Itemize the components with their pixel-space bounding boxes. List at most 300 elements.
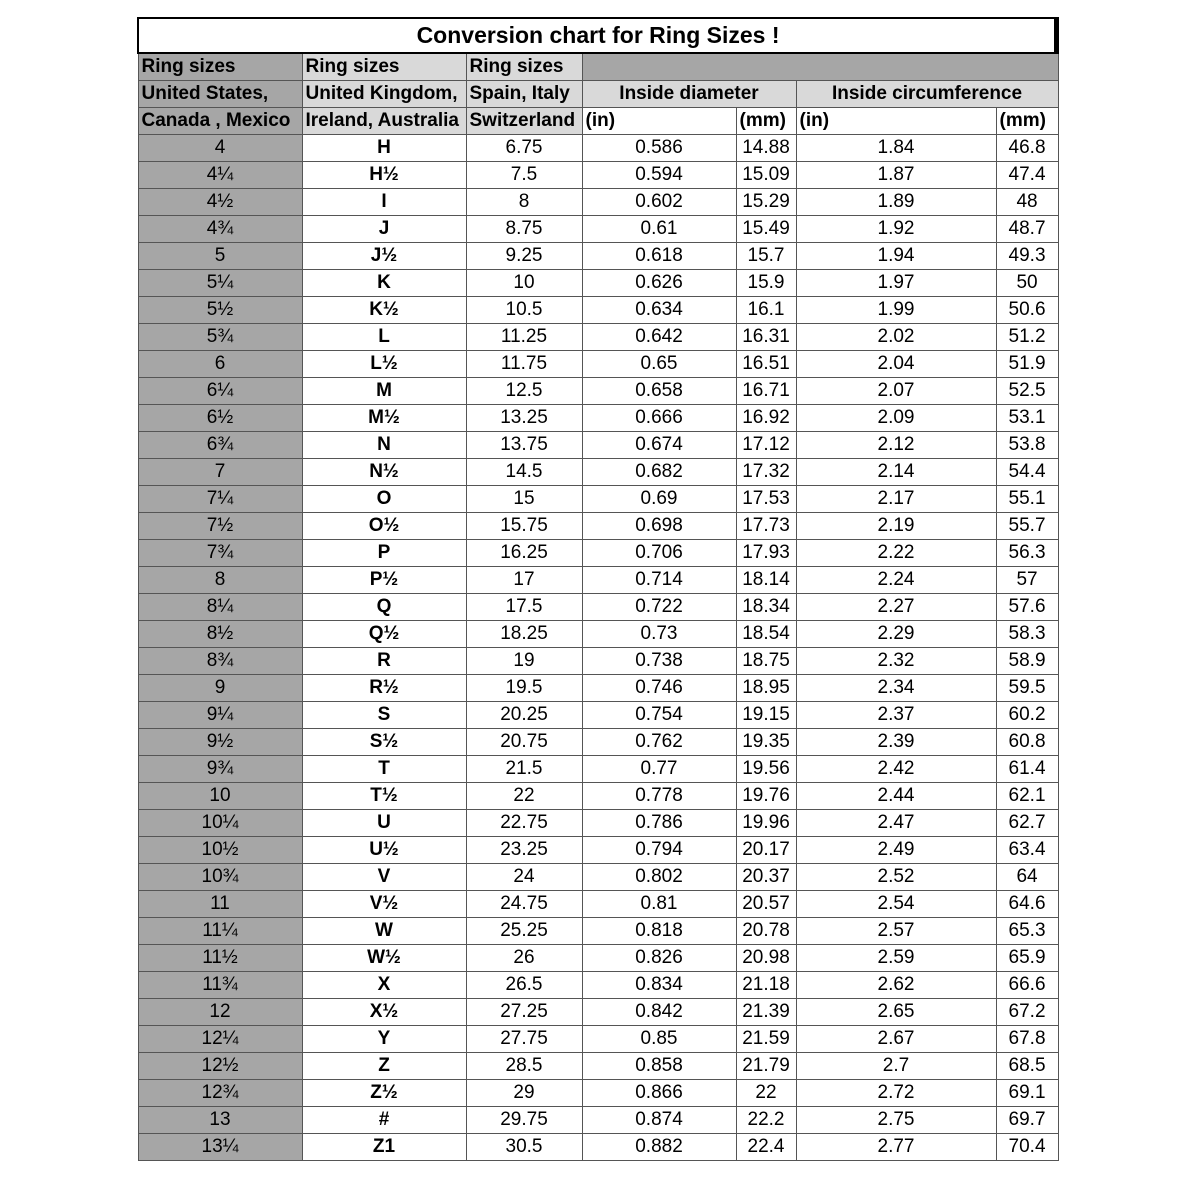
us-size-cell: 4¾ xyxy=(138,216,302,243)
circumference-in-cell: 2.32 xyxy=(796,648,996,675)
us-size-cell: 6½ xyxy=(138,405,302,432)
diameter-in-cell: 0.674 xyxy=(582,432,736,459)
circumference-in-cell: 1.87 xyxy=(796,162,996,189)
circumference-in-cell: 2.12 xyxy=(796,432,996,459)
us-size-cell: 5½ xyxy=(138,297,302,324)
diameter-mm-cell: 21.18 xyxy=(736,972,796,999)
eu-size-cell: 30.5 xyxy=(466,1134,582,1161)
eu-size-cell: 15.75 xyxy=(466,513,582,540)
uk-size-cell: Q xyxy=(302,594,466,621)
us-size-cell: 10 xyxy=(138,783,302,810)
circumference-in-cell: 2.04 xyxy=(796,351,996,378)
diameter-mm-cell: 18.34 xyxy=(736,594,796,621)
diameter-mm-cell: 18.14 xyxy=(736,567,796,594)
diameter-in-cell: 0.722 xyxy=(582,594,736,621)
circumference-mm-cell: 62.1 xyxy=(996,783,1058,810)
circumference-mm-cell: 46.8 xyxy=(996,135,1058,162)
diameter-in-cell: 0.714 xyxy=(582,567,736,594)
diameter-mm-cell: 22 xyxy=(736,1080,796,1107)
circumference-mm-cell: 62.7 xyxy=(996,810,1058,837)
circumference-mm-cell: 65.3 xyxy=(996,918,1058,945)
diameter-in-cell: 0.682 xyxy=(582,459,736,486)
table-row xyxy=(138,189,1058,216)
circumference-mm-cell: 60.8 xyxy=(996,729,1058,756)
diameter-in-cell: 0.794 xyxy=(582,837,736,864)
table-row xyxy=(138,594,1058,621)
table-row xyxy=(138,243,1058,270)
diameter-mm-cell: 18.95 xyxy=(736,675,796,702)
diameter-in-cell: 0.818 xyxy=(582,918,736,945)
circumference-mm-cell: 54.4 xyxy=(996,459,1058,486)
circumference-in-cell: 2.7 xyxy=(796,1053,996,1080)
us-size-cell: 7 xyxy=(138,459,302,486)
diameter-mm-cell: 19.76 xyxy=(736,783,796,810)
circumference-in-cell: 1.94 xyxy=(796,243,996,270)
eu-size-cell: 20.75 xyxy=(466,729,582,756)
diameter-mm-cell: 19.35 xyxy=(736,729,796,756)
diameter-in-cell: 0.85 xyxy=(582,1026,736,1053)
diameter-in-cell: 0.858 xyxy=(582,1053,736,1080)
eu-size-cell: 14.5 xyxy=(466,459,582,486)
uk-size-cell: H xyxy=(302,135,466,162)
uk-header-line-2: United Kingdom, xyxy=(302,81,466,108)
uk-size-cell: O xyxy=(302,486,466,513)
circumference-in-cell: 1.89 xyxy=(796,189,996,216)
title-right-border xyxy=(1054,17,1057,52)
eu-size-cell: 13.25 xyxy=(466,405,582,432)
table-row xyxy=(138,783,1058,810)
us-header-line-1: Ring sizes xyxy=(138,53,302,81)
circumference-mm-cell: 49.3 xyxy=(996,243,1058,270)
us-size-cell: 8 xyxy=(138,567,302,594)
uk-size-cell: V xyxy=(302,864,466,891)
table-row xyxy=(138,621,1058,648)
diameter-mm-cell: 17.12 xyxy=(736,432,796,459)
table-row xyxy=(138,162,1058,189)
us-header-line-3: Canada , Mexico xyxy=(138,108,302,135)
circumference-mm-unit: (mm) xyxy=(996,108,1058,135)
us-size-cell: 7¼ xyxy=(138,486,302,513)
table-row xyxy=(138,540,1058,567)
ring-size-chart xyxy=(137,17,1057,1161)
circumference-in-cell: 2.67 xyxy=(796,1026,996,1053)
us-size-cell: 9½ xyxy=(138,729,302,756)
diameter-in-cell: 0.698 xyxy=(582,513,736,540)
diameter-in-cell: 0.618 xyxy=(582,243,736,270)
diameter-mm-cell: 18.75 xyxy=(736,648,796,675)
table-row xyxy=(138,297,1058,324)
circumference-in-cell: 1.84 xyxy=(796,135,996,162)
circumference-mm-cell: 66.6 xyxy=(996,972,1058,999)
circumference-mm-cell: 64.6 xyxy=(996,891,1058,918)
uk-size-cell: P xyxy=(302,540,466,567)
table-row xyxy=(138,459,1058,486)
diameter-in-cell: 0.738 xyxy=(582,648,736,675)
diameter-in-cell: 0.586 xyxy=(582,135,736,162)
uk-size-cell: I xyxy=(302,189,466,216)
diameter-in-cell: 0.642 xyxy=(582,324,736,351)
diameter-in-cell: 0.874 xyxy=(582,1107,736,1134)
circumference-mm-cell: 48 xyxy=(996,189,1058,216)
eu-header-line-2: Spain, Italy xyxy=(466,81,582,108)
diameter-mm-cell: 21.79 xyxy=(736,1053,796,1080)
circumference-mm-cell: 52.5 xyxy=(996,378,1058,405)
table-row xyxy=(138,1107,1058,1134)
circumference-in-cell: 2.77 xyxy=(796,1134,996,1161)
us-size-cell: 5¾ xyxy=(138,324,302,351)
uk-size-cell: Q½ xyxy=(302,621,466,648)
diameter-mm-cell: 14.88 xyxy=(736,135,796,162)
uk-size-cell: W xyxy=(302,918,466,945)
diameter-mm-cell: 17.32 xyxy=(736,459,796,486)
diameter-mm-cell: 20.98 xyxy=(736,945,796,972)
table-row xyxy=(138,891,1058,918)
uk-size-cell: Y xyxy=(302,1026,466,1053)
inside-circumference-header: Inside circumference xyxy=(796,81,1058,108)
circumference-in-cell: 2.02 xyxy=(796,324,996,351)
uk-size-cell: S xyxy=(302,702,466,729)
eu-size-cell: 18.25 xyxy=(466,621,582,648)
diameter-in-cell: 0.658 xyxy=(582,378,736,405)
diameter-mm-cell: 20.37 xyxy=(736,864,796,891)
diameter-in-cell: 0.706 xyxy=(582,540,736,567)
us-size-cell: 12 xyxy=(138,999,302,1026)
circumference-in-cell: 2.37 xyxy=(796,702,996,729)
table-row xyxy=(138,486,1058,513)
us-size-cell: 11 xyxy=(138,891,302,918)
us-size-cell: 12¾ xyxy=(138,1080,302,1107)
table-row xyxy=(138,864,1058,891)
circumference-in-cell: 2.54 xyxy=(796,891,996,918)
table-row xyxy=(138,702,1058,729)
diameter-in-cell: 0.65 xyxy=(582,351,736,378)
table-row xyxy=(138,1134,1058,1161)
diameter-in-cell: 0.81 xyxy=(582,891,736,918)
circumference-in-cell: 2.17 xyxy=(796,486,996,513)
circumference-in-cell: 1.97 xyxy=(796,270,996,297)
diameter-in-cell: 0.666 xyxy=(582,405,736,432)
diameter-in-unit: (in) xyxy=(582,108,736,135)
diameter-in-cell: 0.61 xyxy=(582,216,736,243)
uk-size-cell: K½ xyxy=(302,297,466,324)
uk-size-cell: H½ xyxy=(302,162,466,189)
us-size-cell: 11½ xyxy=(138,945,302,972)
circumference-in-cell: 2.52 xyxy=(796,864,996,891)
us-size-cell: 11¾ xyxy=(138,972,302,999)
diameter-mm-unit: (mm) xyxy=(736,108,796,135)
eu-size-cell: 8.75 xyxy=(466,216,582,243)
eu-size-cell: 8 xyxy=(466,189,582,216)
eu-size-cell: 7.5 xyxy=(466,162,582,189)
diameter-in-cell: 0.746 xyxy=(582,675,736,702)
conversion-table xyxy=(137,17,1059,1161)
diameter-mm-cell: 19.15 xyxy=(736,702,796,729)
circumference-mm-cell: 51.9 xyxy=(996,351,1058,378)
eu-size-cell: 19.5 xyxy=(466,675,582,702)
us-size-cell: 9 xyxy=(138,675,302,702)
diameter-mm-cell: 15.49 xyxy=(736,216,796,243)
circumference-mm-cell: 61.4 xyxy=(996,756,1058,783)
table-row xyxy=(138,216,1058,243)
us-size-cell: 12¼ xyxy=(138,1026,302,1053)
uk-size-cell: X½ xyxy=(302,999,466,1026)
diameter-mm-cell: 16.71 xyxy=(736,378,796,405)
diameter-in-cell: 0.634 xyxy=(582,297,736,324)
diameter-mm-cell: 17.93 xyxy=(736,540,796,567)
diameter-mm-cell: 15.29 xyxy=(736,189,796,216)
table-row xyxy=(138,837,1058,864)
diameter-in-cell: 0.842 xyxy=(582,999,736,1026)
circumference-mm-cell: 65.9 xyxy=(996,945,1058,972)
diameter-mm-cell: 16.1 xyxy=(736,297,796,324)
table-row xyxy=(138,1053,1058,1080)
eu-size-cell: 24.75 xyxy=(466,891,582,918)
circumference-mm-cell: 67.8 xyxy=(996,1026,1058,1053)
diameter-mm-cell: 15.09 xyxy=(736,162,796,189)
inside-diameter-header: Inside diameter xyxy=(582,81,796,108)
eu-size-cell: 11.25 xyxy=(466,324,582,351)
table-row xyxy=(138,972,1058,999)
uk-size-cell: R xyxy=(302,648,466,675)
table-row xyxy=(138,1080,1058,1107)
circumference-in-unit: (in) xyxy=(796,108,996,135)
uk-size-cell: W½ xyxy=(302,945,466,972)
circumference-mm-cell: 69.1 xyxy=(996,1080,1058,1107)
eu-size-cell: 24 xyxy=(466,864,582,891)
diameter-in-cell: 0.754 xyxy=(582,702,736,729)
circumference-in-cell: 2.57 xyxy=(796,918,996,945)
uk-header-line-3: Ireland, Australia xyxy=(302,108,466,135)
eu-size-cell: 15 xyxy=(466,486,582,513)
circumference-mm-cell: 69.7 xyxy=(996,1107,1058,1134)
us-size-cell: 8½ xyxy=(138,621,302,648)
diameter-in-cell: 0.802 xyxy=(582,864,736,891)
circumference-in-cell: 2.72 xyxy=(796,1080,996,1107)
eu-size-cell: 23.25 xyxy=(466,837,582,864)
circumference-in-cell: 2.14 xyxy=(796,459,996,486)
circumference-mm-cell: 47.4 xyxy=(996,162,1058,189)
uk-size-cell: U xyxy=(302,810,466,837)
diameter-mm-cell: 17.53 xyxy=(736,486,796,513)
circumference-in-cell: 2.24 xyxy=(796,567,996,594)
table-row xyxy=(138,432,1058,459)
diameter-mm-cell: 20.57 xyxy=(736,891,796,918)
circumference-mm-cell: 58.9 xyxy=(996,648,1058,675)
circumference-mm-cell: 59.5 xyxy=(996,675,1058,702)
diameter-in-cell: 0.834 xyxy=(582,972,736,999)
circumference-in-cell: 2.75 xyxy=(796,1107,996,1134)
table-row xyxy=(138,729,1058,756)
eu-size-cell: 9.25 xyxy=(466,243,582,270)
uk-size-cell: Z½ xyxy=(302,1080,466,1107)
us-size-cell: 7¾ xyxy=(138,540,302,567)
diameter-in-cell: 0.778 xyxy=(582,783,736,810)
eu-size-cell: 10 xyxy=(466,270,582,297)
diameter-in-cell: 0.882 xyxy=(582,1134,736,1161)
circumference-in-cell: 2.49 xyxy=(796,837,996,864)
eu-size-cell: 29.75 xyxy=(466,1107,582,1134)
circumference-in-cell: 2.62 xyxy=(796,972,996,999)
circumference-mm-cell: 55.1 xyxy=(996,486,1058,513)
uk-size-cell: T½ xyxy=(302,783,466,810)
diameter-mm-cell: 22.2 xyxy=(736,1107,796,1134)
circumference-mm-cell: 55.7 xyxy=(996,513,1058,540)
us-size-cell: 6 xyxy=(138,351,302,378)
circumference-mm-cell: 63.4 xyxy=(996,837,1058,864)
us-size-cell: 4¼ xyxy=(138,162,302,189)
table-row xyxy=(138,945,1058,972)
us-header-line-2: United States, xyxy=(138,81,302,108)
uk-size-cell: # xyxy=(302,1107,466,1134)
eu-size-cell: 25.25 xyxy=(466,918,582,945)
us-size-cell: 4½ xyxy=(138,189,302,216)
diameter-mm-cell: 21.59 xyxy=(736,1026,796,1053)
circumference-in-cell: 2.27 xyxy=(796,594,996,621)
us-size-cell: 8¾ xyxy=(138,648,302,675)
diameter-in-cell: 0.786 xyxy=(582,810,736,837)
diameter-in-cell: 0.73 xyxy=(582,621,736,648)
uk-size-cell: J½ xyxy=(302,243,466,270)
circumference-mm-cell: 51.2 xyxy=(996,324,1058,351)
eu-size-cell: 26 xyxy=(466,945,582,972)
circumference-in-cell: 2.47 xyxy=(796,810,996,837)
eu-size-cell: 26.5 xyxy=(466,972,582,999)
uk-size-cell: K xyxy=(302,270,466,297)
eu-header-line-3: Switzerland xyxy=(466,108,582,135)
diameter-in-cell: 0.594 xyxy=(582,162,736,189)
size-rows xyxy=(138,135,1058,1161)
diameter-mm-cell: 22.4 xyxy=(736,1134,796,1161)
circumference-mm-cell: 53.1 xyxy=(996,405,1058,432)
us-size-cell: 8¼ xyxy=(138,594,302,621)
circumference-mm-cell: 48.7 xyxy=(996,216,1058,243)
uk-size-cell: N xyxy=(302,432,466,459)
circumference-mm-cell: 67.2 xyxy=(996,999,1058,1026)
eu-size-cell: 28.5 xyxy=(466,1053,582,1080)
circumference-in-cell: 2.59 xyxy=(796,945,996,972)
diameter-mm-cell: 16.31 xyxy=(736,324,796,351)
table-row xyxy=(138,567,1058,594)
circumference-mm-cell: 50.6 xyxy=(996,297,1058,324)
uk-size-cell: M xyxy=(302,378,466,405)
diameter-in-cell: 0.626 xyxy=(582,270,736,297)
eu-size-cell: 17.5 xyxy=(466,594,582,621)
diameter-mm-cell: 20.17 xyxy=(736,837,796,864)
circumference-mm-cell: 57.6 xyxy=(996,594,1058,621)
eu-size-cell: 20.25 xyxy=(466,702,582,729)
uk-size-cell: O½ xyxy=(302,513,466,540)
us-size-cell: 6¾ xyxy=(138,432,302,459)
diameter-mm-cell: 19.96 xyxy=(736,810,796,837)
diameter-in-cell: 0.77 xyxy=(582,756,736,783)
circumference-in-cell: 1.92 xyxy=(796,216,996,243)
circumference-in-cell: 2.39 xyxy=(796,729,996,756)
eu-size-cell: 27.25 xyxy=(466,999,582,1026)
table-row xyxy=(138,999,1058,1026)
table-row xyxy=(138,648,1058,675)
uk-size-cell: R½ xyxy=(302,675,466,702)
table-row xyxy=(138,513,1058,540)
eu-size-cell: 10.5 xyxy=(466,297,582,324)
diameter-mm-cell: 17.73 xyxy=(736,513,796,540)
circumference-mm-cell: 56.3 xyxy=(996,540,1058,567)
uk-size-cell: V½ xyxy=(302,891,466,918)
uk-size-cell: J xyxy=(302,216,466,243)
diameter-mm-cell: 16.51 xyxy=(736,351,796,378)
diameter-mm-cell: 15.9 xyxy=(736,270,796,297)
uk-size-cell: X xyxy=(302,972,466,999)
diameter-mm-cell: 19.56 xyxy=(736,756,796,783)
circumference-in-cell: 2.07 xyxy=(796,378,996,405)
circumference-in-cell: 2.09 xyxy=(796,405,996,432)
table-row xyxy=(138,351,1058,378)
diameter-mm-cell: 16.92 xyxy=(736,405,796,432)
table-row xyxy=(138,324,1058,351)
us-size-cell: 13 xyxy=(138,1107,302,1134)
table-row xyxy=(138,756,1058,783)
circumference-in-cell: 2.65 xyxy=(796,999,996,1026)
uk-size-cell: M½ xyxy=(302,405,466,432)
eu-size-cell: 16.25 xyxy=(466,540,582,567)
circumference-in-cell: 2.22 xyxy=(796,540,996,567)
circumference-in-cell: 2.42 xyxy=(796,756,996,783)
circumference-mm-cell: 53.8 xyxy=(996,432,1058,459)
eu-size-cell: 22.75 xyxy=(466,810,582,837)
eu-size-cell: 6.75 xyxy=(466,135,582,162)
diameter-in-cell: 0.826 xyxy=(582,945,736,972)
us-size-cell: 10¾ xyxy=(138,864,302,891)
uk-size-cell: Z1 xyxy=(302,1134,466,1161)
eu-size-cell: 12.5 xyxy=(466,378,582,405)
header-blank xyxy=(582,53,1058,81)
diameter-in-cell: 0.602 xyxy=(582,189,736,216)
table-row xyxy=(138,270,1058,297)
circumference-mm-cell: 64 xyxy=(996,864,1058,891)
uk-size-cell: L½ xyxy=(302,351,466,378)
circumference-mm-cell: 68.5 xyxy=(996,1053,1058,1080)
diameter-in-cell: 0.762 xyxy=(582,729,736,756)
uk-size-cell: L xyxy=(302,324,466,351)
us-size-cell: 11¼ xyxy=(138,918,302,945)
uk-size-cell: Z xyxy=(302,1053,466,1080)
eu-size-cell: 22 xyxy=(466,783,582,810)
eu-size-cell: 29 xyxy=(466,1080,582,1107)
us-size-cell: 6¼ xyxy=(138,378,302,405)
us-size-cell: 10¼ xyxy=(138,810,302,837)
chart-title: Conversion chart for Ring Sizes ! xyxy=(138,18,1058,53)
circumference-in-cell: 2.34 xyxy=(796,675,996,702)
eu-size-cell: 17 xyxy=(466,567,582,594)
uk-header-line-1: Ring sizes xyxy=(302,53,466,81)
diameter-mm-cell: 15.7 xyxy=(736,243,796,270)
table-row xyxy=(138,1026,1058,1053)
us-size-cell: 4 xyxy=(138,135,302,162)
table-row xyxy=(138,810,1058,837)
diameter-mm-cell: 21.39 xyxy=(736,999,796,1026)
us-size-cell: 5 xyxy=(138,243,302,270)
diameter-mm-cell: 18.54 xyxy=(736,621,796,648)
table-row xyxy=(138,378,1058,405)
eu-size-cell: 27.75 xyxy=(466,1026,582,1053)
eu-size-cell: 13.75 xyxy=(466,432,582,459)
us-size-cell: 5¼ xyxy=(138,270,302,297)
circumference-in-cell: 2.29 xyxy=(796,621,996,648)
us-size-cell: 7½ xyxy=(138,513,302,540)
diameter-in-cell: 0.69 xyxy=(582,486,736,513)
us-size-cell: 9¾ xyxy=(138,756,302,783)
diameter-in-cell: 0.866 xyxy=(582,1080,736,1107)
circumference-in-cell: 1.99 xyxy=(796,297,996,324)
